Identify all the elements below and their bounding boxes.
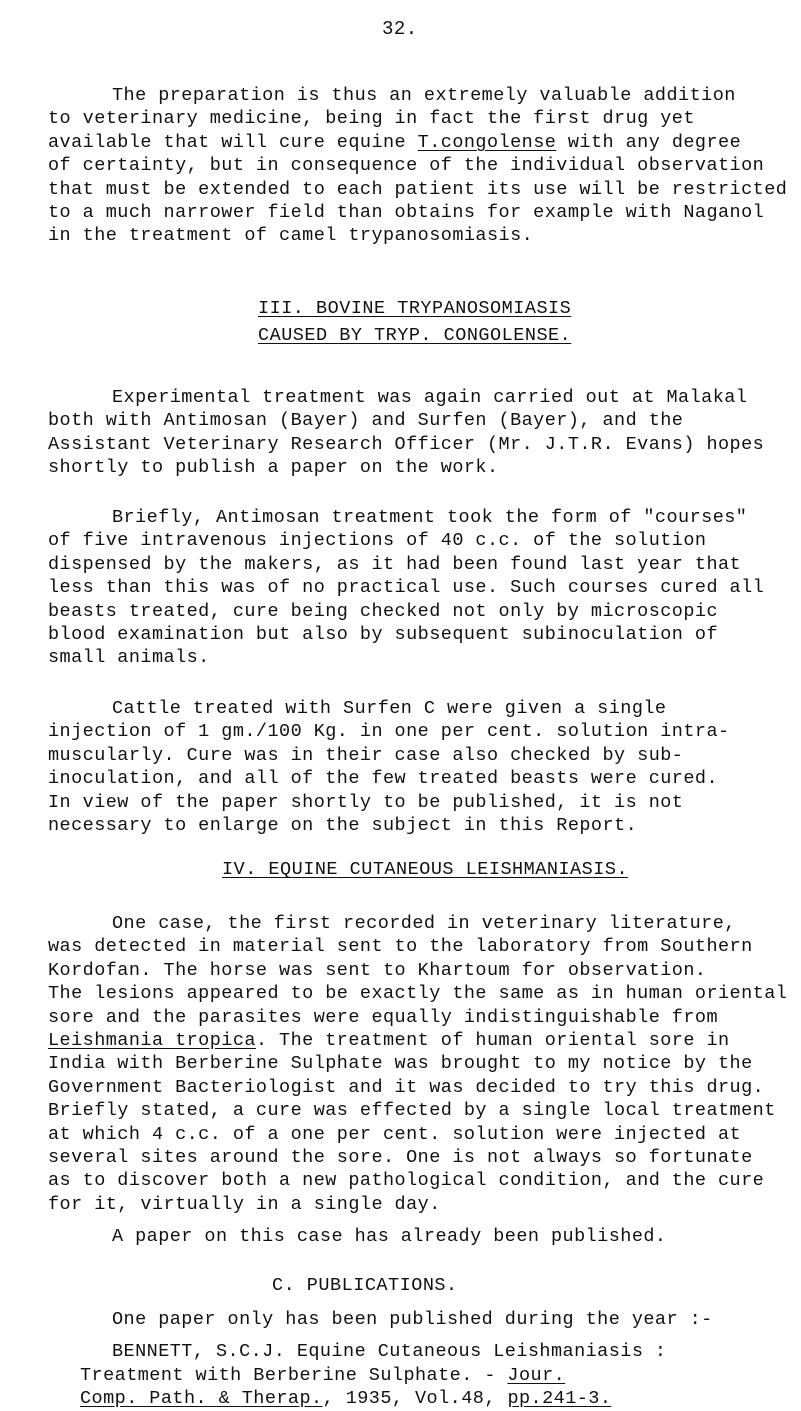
reference-line: BENNETT, S.C.J. Equine Cutaneous Leishmaniasis : xyxy=(112,1341,667,1363)
publications-list: One paper only has been published during the year :- BENNETT, S.C.J. Equine Cutaneous Leishmaniasis : Treatment with Berberine Sulphate. - Jour. Comp. Path. & Therap., 1935, Vol.48, pp.241-3. xyxy=(48,1308,768,1411)
publications-intro: One paper only has been published during the year :- xyxy=(112,1309,713,1330)
intro-paragraph: The preparation is thus an extremely valuable addition to veterinary medicine, being in fact the first drug yet available that will cure equine T.congolense with any degree of certainty, but in consequence of the individual observation that must be extended to each patient its use will be restricted to a much narrower field than obtains for example with Naganol in the treatment of camel trypanosomiasis. xyxy=(48,85,788,247)
bovine-paragraph-2: Briefly, Antimosan treatment took the form of "courses" of five intravenous injections of 40 c.c. of the solution dispensed by the makers, as it had been found last year that less than this was of no practical use. Such courses cured all beasts treated, cure being checked not only by microscopic blood examination but also by subsequent subinoculation of small animals. xyxy=(48,507,765,669)
species-name: T.congolense xyxy=(417,131,557,153)
bovine-paragraph-1: Experimental treatment was again carried out at Malakal both with Antimosan (Bayer) and Surfen (Bayer), and the Assistant Veterinary Research Officer (Mr. J.T.R. Evans) hopes shortly to publish a paper on the work. xyxy=(48,387,765,479)
section-heading-equine: IV. EQUINE CUTANEOUS LEISHMANIASIS. xyxy=(222,859,629,880)
species-name-leishmania: Leishmania tropica xyxy=(48,1030,256,1052)
equine-paragraph-1: One case, the first recorded in veterinary literature, was detected in material sent to the laboratory from Southern Kordofan. The horse was sent to Khartoum for observation. The lesions appeared to be exactly the same as in human oriental sore and the parasites were equally indistinguishable from Leishmania tropica. The treatment of human oriental sore in India with Berberine Sulphate was brought to my notice by the Government Bacteriologist and it was decided to try this drug. Briefly stated, a cure was effected by a single local treatment at which 4 c.c. of a one per cent. solution were injected at several sites around the sore. One is not always so fortunate as to discover both a new pathological condition, and the cure for it, virtually in a single day. xyxy=(48,913,788,1215)
equine-paragraph-2: A paper on this case has already been published. xyxy=(112,1226,667,1247)
section-heading-bovine-line1: III. BOVINE TRYPANOSOMIASIS xyxy=(258,298,572,319)
section-heading-bovine-line2: CAUSED BY TRYP. CONGOLENSE. xyxy=(258,325,572,346)
bovine-paragraph-3: Cattle treated with Surfen C were given a single injection of 1 gm./100 Kg. in one per cent. solution intra- muscularly. Cure was in their case also checked by sub- inoculation, and all of the few treated beasts were cured. In view of the paper shortly to be published, it is not necessary to enlarge on the subject in this Report. xyxy=(48,698,730,837)
page-number: 32. xyxy=(382,18,418,40)
section-heading-publications: C. PUBLICATIONS. xyxy=(272,1275,458,1296)
